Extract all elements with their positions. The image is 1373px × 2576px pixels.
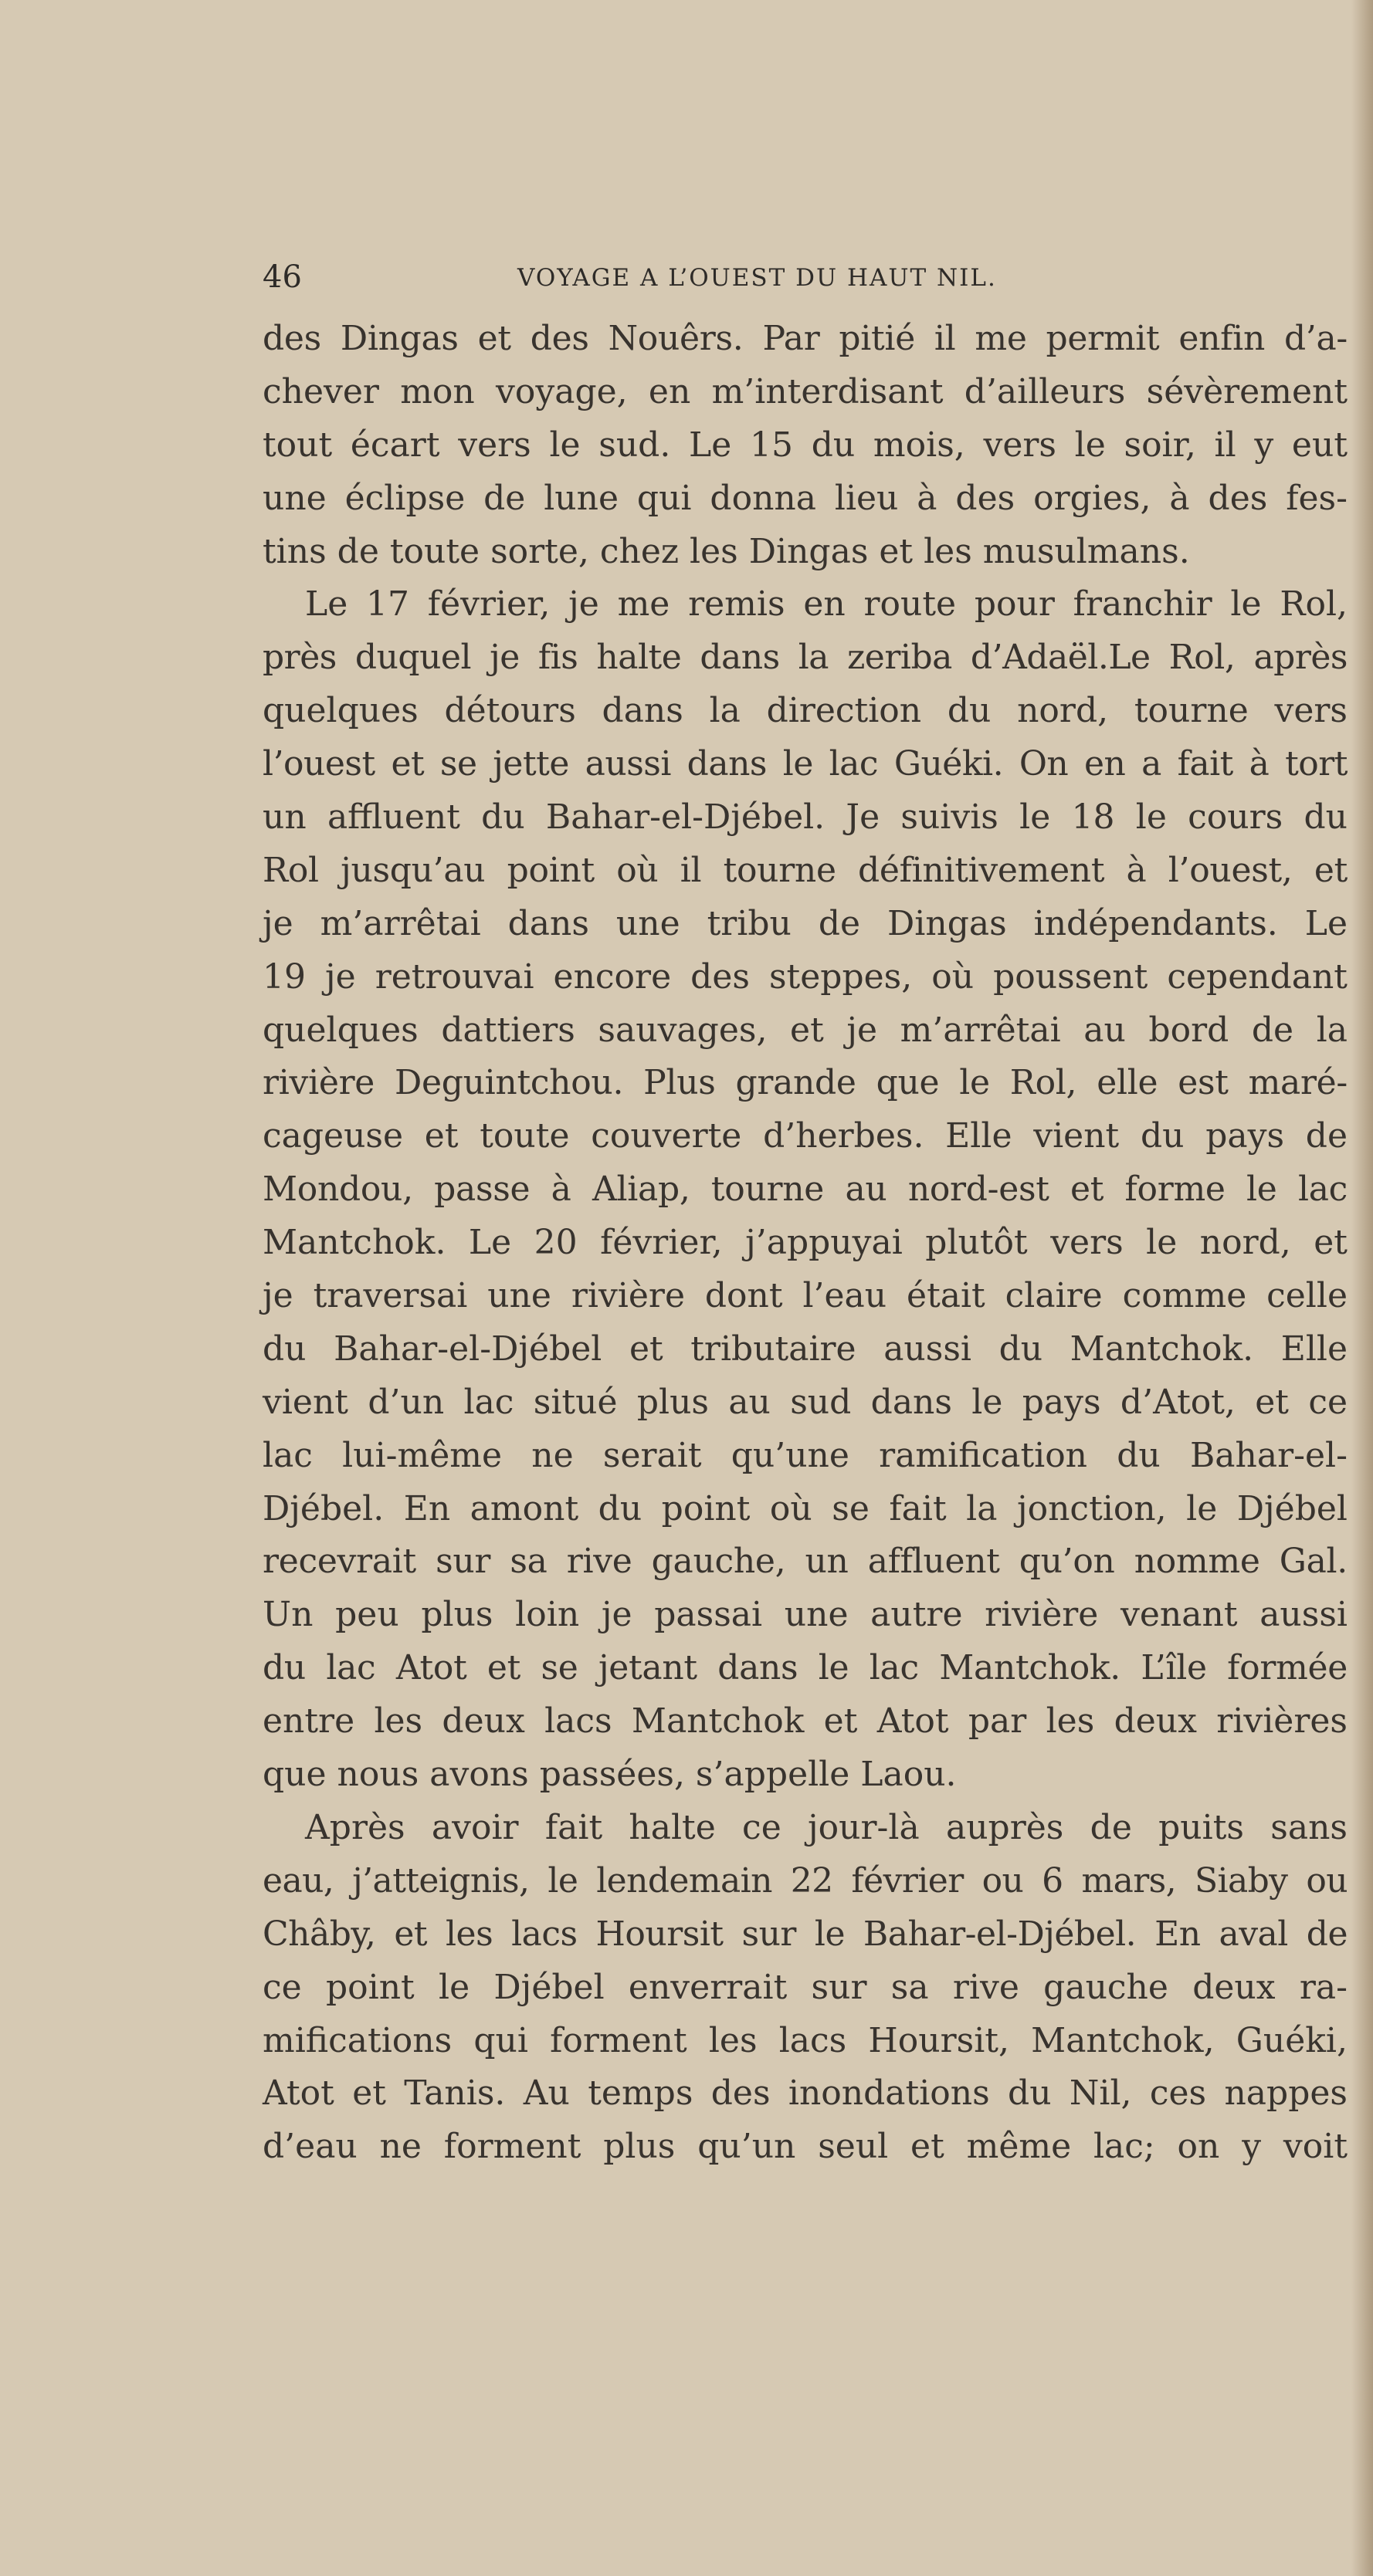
page-header [263,259,1344,306]
text-line: recevrait sur sa rive gauche, un affluent qu’on nomme Gal. [263,1542,1348,1582]
text-line: Atot et Tanis. Au temps des inondations du Nil, ces nappes [263,2073,1348,2114]
text-line: rivière Deguintchou. Plus grande que le Rol, elle est maré- [263,1063,1348,1103]
text-line: Le 17 février, je me remis en route pour franchir le Rol, [305,584,1348,625]
text-line: près duquel je fis halte dans la zeriba d’Adaël.Le Rol, après [263,638,1348,678]
text-line: ce point le Djébel enverrait sur sa rive gauche deux ra- [263,1967,1348,2007]
text-line: Rol jusqu’au point où il tourne définitivement à l’ouest, et [263,850,1348,890]
text-line: d’eau ne forment plus qu’un seul et même lac; on y voit [263,2127,1348,2167]
text-line: une éclipse de lune qui donna lieu à des orgies, à des fes- [263,478,1348,518]
text-line: je traversai une rivière dont l’eau était claire comme celle [263,1276,1348,1316]
page-edge-shadow [1351,0,1373,2576]
text-line: je m’arrêtai dans une tribu de Dingas indépendants. Le [263,903,1348,943]
text-line: que nous avons passées, s’appelle Laou. [263,1755,957,1795]
page-number: 46 [263,259,302,295]
text-line: quelques dattiers sauvages, et je m’arrêtai au bord de la [263,1010,1348,1050]
text-line: eau, j’atteignis, le lendemain 22 février ou 6 mars, Siaby ou [263,1860,1348,1901]
text-line: du lac Atot et se jetant dans le lac Mantchok. L’île formée [263,1648,1348,1688]
text-line: des Dingas et des Nouêrs. Par pitié il me permit enfin d’a- [263,319,1348,358]
text-line: chever mon voyage, en m’interdisant d’ailleurs sévèrement [263,371,1348,411]
text-line: un affluent du Bahar-el-Djébel. Je suivis le 18 le cours du [263,797,1348,838]
text-line: Un peu plus loin je passai une autre rivière venant aussi [263,1595,1348,1635]
text-line: 19 je retrouvai encore des steppes, où poussent cependant [263,956,1348,997]
text-line: lac lui-même ne serait qu’une ramification du Bahar-el- [263,1435,1348,1475]
text-line: cageuse et toute couverte d’herbes. Elle vient du pays de [263,1116,1348,1156]
text-line: entre les deux lacs Mantchok et Atot par les deux rivières [263,1701,1348,1742]
body-text [263,313,1348,2174]
text-line: Mondou, passe à Aliap, tourne au nord-est et forme le lac [263,1170,1348,1210]
text-line: Après avoir fait halte ce jour-là auprès de puits sans [305,1807,1348,1847]
text-line: quelques détours dans la direction du nord, tourne vers [263,691,1348,731]
text-line: du Bahar-el-Djébel et tributaire aussi du Mantchok. Elle [263,1329,1348,1369]
text-line: mifications qui forment les lacs Hoursit, Mantchok, Guéki, [263,2020,1348,2060]
text-line: Djébel. En amont du point où se fait la jonction, le Djébel [263,1488,1348,1528]
text-line: tins de toute sorte, chez les Dingas et les musulmans. [263,531,1190,571]
text-line: vient d’un lac situé plus au sud dans le pays d’Atot, et ce [263,1382,1348,1422]
running-title: VOYAGE A L’OUEST DU HAUT NIL. [517,264,997,292]
text-line: tout écart vers le sud. Le 15 du mois, vers le soir, il y eut [263,425,1348,465]
text-line: Châby, et les lacs Hoursit sur le Bahar-el-Djébel. En aval de [263,1914,1348,1954]
text-line: Mantchok. Le 20 février, j’appuyai plutôt vers le nord, et [263,1223,1348,1263]
text-line: l’ouest et se jette aussi dans le lac Guéki. On en a fait à tort [263,744,1348,784]
